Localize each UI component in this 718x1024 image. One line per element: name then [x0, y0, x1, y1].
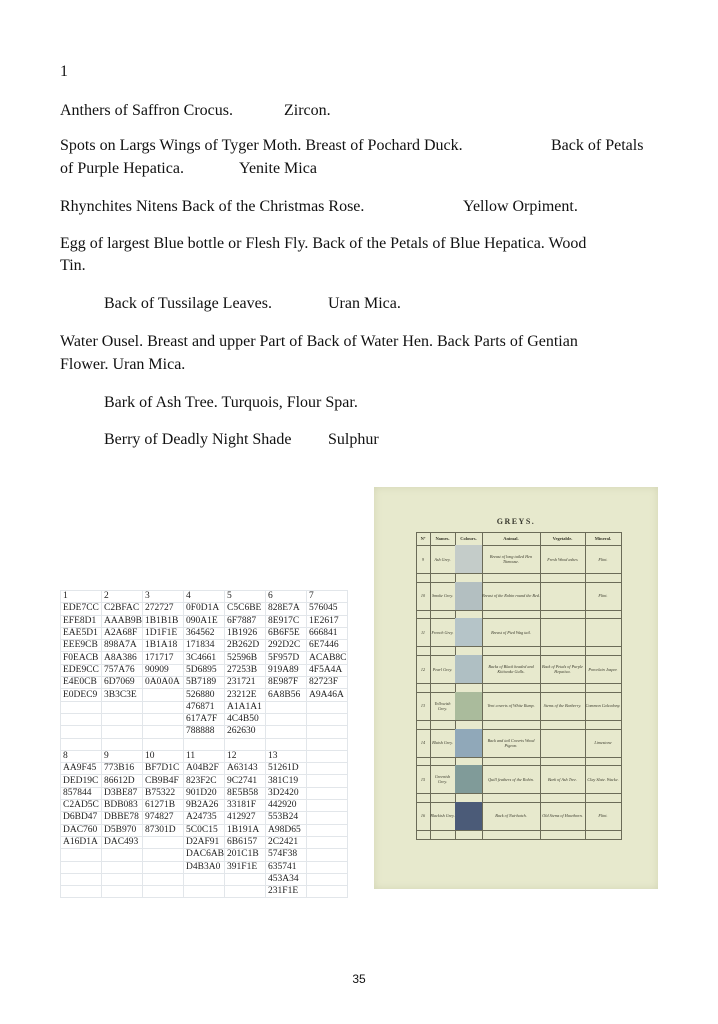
table-cell: [225, 886, 266, 898]
plate-cell-animal: Breast of Pied Wag tail.: [491, 629, 531, 635]
table-cell: [102, 873, 143, 885]
table-cell: 13: [266, 750, 307, 762]
table-cell: 8E917C: [266, 615, 307, 627]
table-cell: 442920: [266, 800, 307, 812]
table-cell: [143, 726, 184, 738]
table-cell: 364562: [184, 627, 225, 639]
table-cell: [225, 873, 266, 885]
plate-cell-mineral: Porcelain Jasper.: [588, 666, 618, 672]
colour-swatch: [455, 655, 482, 683]
table-cell: [102, 861, 143, 873]
table-cell: 6B6157: [225, 836, 266, 848]
table-cell: [307, 763, 348, 775]
plate-cell-vegetable: Old Stems of Hawthorn.: [542, 813, 583, 819]
table-cell: C5C6BE: [225, 603, 266, 615]
plate-cell-animal: Quill feathers of the Robin.: [488, 776, 534, 782]
plate-cell-mineral: Clay Slate. Wacke.: [587, 776, 619, 782]
page-number: 35: [352, 972, 366, 986]
table-cell: [61, 873, 102, 885]
table-cell: [143, 886, 184, 898]
table-cell: 757A76: [102, 664, 143, 676]
table-cell: [143, 849, 184, 861]
table-cell: DAC493: [102, 836, 143, 848]
table-cell: 412927: [225, 812, 266, 824]
table-cell: 171834: [184, 640, 225, 652]
table-cell: [307, 800, 348, 812]
plate-cell-no: 10: [420, 593, 426, 599]
table-cell: 1B1926: [225, 627, 266, 639]
plate-header: Nº: [420, 536, 426, 541]
table-cell: [184, 738, 225, 750]
line-3-mineral: Yellow Orpiment.: [463, 198, 578, 215]
table-cell: 453A34: [266, 873, 307, 885]
table-cell: 553B24: [266, 812, 307, 824]
table-cell: 4C4B50: [225, 713, 266, 725]
table-cell: [143, 689, 184, 701]
table-cell: [307, 787, 348, 799]
table-header-row: [61, 750, 348, 762]
table-cell: [266, 713, 307, 725]
table-cell: D5B970: [102, 824, 143, 836]
table-cell: A24735: [184, 812, 225, 824]
table-cell: 5: [225, 591, 266, 603]
table-cell: EAE5D1: [61, 627, 102, 639]
table-cell: 4F5A4A: [307, 664, 348, 676]
table-cell: 23212E: [225, 689, 266, 701]
table-cell: AAAB9B: [102, 615, 143, 627]
table-cell: BDB083: [102, 800, 143, 812]
table-cell: [61, 849, 102, 861]
hex-color-table: [60, 590, 348, 898]
table-cell: [266, 726, 307, 738]
table-cell: AA9F45: [61, 763, 102, 775]
table-cell: 231721: [225, 677, 266, 689]
colour-swatch: [455, 729, 482, 757]
table-cell: [266, 701, 307, 713]
table-cell: [143, 701, 184, 713]
table-row: [61, 812, 348, 824]
table-cell: [61, 726, 102, 738]
table-cell: 10: [143, 750, 184, 762]
table-cell: C2AD5C: [61, 800, 102, 812]
table-cell: 901D20: [184, 787, 225, 799]
table-cell: [307, 775, 348, 787]
table-cell: DAC760: [61, 824, 102, 836]
table-cell: 2: [102, 591, 143, 603]
table-cell: 1D1F1E: [143, 627, 184, 639]
table-cell: 6E7446: [307, 640, 348, 652]
plate-cell-animal: Vent coverts of White Rump.: [487, 703, 535, 709]
line-5-mineral: Uran Mica.: [328, 295, 401, 312]
table-cell: [102, 886, 143, 898]
plate-cell-vegetable: Fresh Wood ashes: [547, 556, 578, 562]
table-cell: 476871: [184, 701, 225, 713]
line-1-animal: Anthers of Saffron Crocus.: [60, 102, 234, 119]
section-number: 1: [60, 63, 68, 80]
table-cell: [61, 713, 102, 725]
table-cell: A1A1A1: [225, 701, 266, 713]
table-cell: 86612D: [102, 775, 143, 787]
table-cell: EFE8D1: [61, 615, 102, 627]
plate-cell-mineral: Limestone: [594, 740, 612, 745]
table-cell: A98D65: [266, 824, 307, 836]
table-cell: 1B191A: [225, 824, 266, 836]
plate-cell-vegetable: Back of Petals of Purple Hepatica.: [542, 664, 583, 675]
table-row: [61, 640, 348, 652]
table-cell: [61, 701, 102, 713]
plate-header: Colours.: [460, 536, 477, 541]
line-2-vegetable: Back of Petals: [551, 137, 644, 154]
plate-cell-no: 12: [420, 666, 426, 672]
plate-cell-animal: Back of Nut-hatch.: [495, 813, 527, 819]
plate-cell-name: Smoke Grey.: [431, 593, 453, 599]
table-cell: [307, 849, 348, 861]
table-row: [61, 713, 348, 725]
table-cell: [143, 738, 184, 750]
table-cell: [266, 738, 307, 750]
plate-cell-no: 14: [420, 740, 426, 745]
table-cell: 3D2420: [266, 787, 307, 799]
table-cell: 823F2C: [184, 775, 225, 787]
table-cell: [102, 738, 143, 750]
table-cell: 9B2A26: [184, 800, 225, 812]
table-cell: [307, 713, 348, 725]
table-row: [61, 800, 348, 812]
table-row: [61, 615, 348, 627]
table-cell: 6A8B56: [266, 689, 307, 701]
plate-rule: [416, 757, 621, 758]
table-cell: 262630: [225, 726, 266, 738]
table-cell: 6B6F5E: [266, 627, 307, 639]
table-cell: A9A46A: [307, 689, 348, 701]
table-cell: 8E987F: [266, 677, 307, 689]
table-cell: 51261D: [266, 763, 307, 775]
table-cell: 919A89: [266, 664, 307, 676]
plate-cell-name: Yellowish Grey.: [434, 700, 451, 711]
plate-cell-name: French Grey.: [431, 629, 454, 635]
plate-rule: [416, 720, 621, 721]
line-6-cont: Flower. Uran Mica.: [60, 356, 186, 373]
table-cell: EDE7CC: [61, 603, 102, 615]
plate-cell-vegetable: [540, 729, 585, 757]
table-cell: 52596B: [225, 652, 266, 664]
line-8-mineral: Sulphur: [328, 431, 379, 448]
table-row: [61, 627, 348, 639]
table-row: [61, 738, 348, 750]
plate-rule: [416, 646, 621, 647]
plate-rule: [416, 610, 621, 611]
greys-colour-plate: [374, 487, 658, 889]
plate-cell-vegetable: [540, 582, 585, 610]
line-4: Egg of largest Blue bottle or Flesh Fly. Back of the Petals of Blue Hepatica. Wood: [60, 235, 587, 252]
table-cell: 576045: [307, 603, 348, 615]
table-cell: 12: [225, 750, 266, 762]
plate-cell-vegetable: Bark of Ash Tree.: [547, 776, 578, 782]
plate-header: Mineral.: [594, 536, 612, 541]
table-cell: 773B16: [102, 763, 143, 775]
table-cell: [307, 861, 348, 873]
plate-cell-animal: Back and tail Coverts Wood Pigeon.: [487, 737, 535, 748]
line-2-mineral: Yenite Mica: [239, 160, 317, 177]
plate-cell-animal: Breast of the Robin round the Bed.: [482, 593, 540, 599]
table-cell: 8E5B58: [225, 787, 266, 799]
plate-rule: [416, 683, 621, 684]
table-cell: [307, 873, 348, 885]
plate-cell-no: 16: [420, 813, 426, 819]
table-cell: [102, 849, 143, 861]
table-cell: 974827: [143, 812, 184, 824]
line-8-vegetable: Berry of Deadly Night Shade: [104, 431, 292, 448]
plate-rule: [416, 793, 621, 794]
table-cell: 1E2617: [307, 615, 348, 627]
table-cell: EEE9CB: [61, 640, 102, 652]
colour-swatch: [455, 618, 482, 646]
table-cell: 617A7F: [184, 713, 225, 725]
plate-title: GREYS.: [496, 517, 536, 526]
table-cell: 201C1B: [225, 849, 266, 861]
plate-rule: [621, 532, 622, 840]
table-cell: A16D1A: [61, 836, 102, 848]
table-cell: 171717: [143, 652, 184, 664]
plate-cell-mineral: Flint.: [598, 556, 608, 562]
table-cell: DAC6AB: [184, 849, 225, 861]
line-5-vegetable: Back of Tussilage Leaves.: [104, 295, 272, 312]
plate-cell-no: 15: [420, 776, 426, 782]
table-row: [61, 677, 348, 689]
table-cell: A8A386: [102, 652, 143, 664]
table-cell: [307, 824, 348, 836]
table-cell: 3B3C3E: [102, 689, 143, 701]
table-cell: C2BFAC: [102, 603, 143, 615]
table-cell: [307, 886, 348, 898]
table-cell: DED19C: [61, 775, 102, 787]
table-row: [61, 886, 348, 898]
table-cell: 666841: [307, 627, 348, 639]
colour-swatch: [455, 765, 482, 793]
table-cell: [143, 873, 184, 885]
table-cell: [143, 836, 184, 848]
plate-cell-mineral: Flint.: [598, 593, 608, 599]
line-1-mineral: Zircon.: [284, 102, 331, 119]
table-cell: 828E7A: [266, 603, 307, 615]
table-cell: 87301D: [143, 824, 184, 836]
plate-cell-mineral: Flint.: [598, 813, 608, 819]
table-cell: 33181F: [225, 800, 266, 812]
plate-cell-no: 11: [421, 629, 425, 635]
plate-cell-name: Bluish Grey.: [432, 740, 453, 745]
plate-header: Animal.: [503, 536, 519, 541]
table-cell: [143, 861, 184, 873]
table-cell: F0EACB: [61, 652, 102, 664]
table-cell: D4B3A0: [184, 861, 225, 873]
colour-swatch: [455, 582, 482, 610]
table-cell: 11: [184, 750, 225, 762]
table-cell: 857844: [61, 787, 102, 799]
table-row: [61, 824, 348, 836]
plate-cell-name: Blackish Grey.: [430, 813, 455, 819]
table-cell: B75322: [143, 787, 184, 799]
table-cell: 6F7887: [225, 615, 266, 627]
table-cell: 7: [307, 591, 348, 603]
table-cell: E0DEC9: [61, 689, 102, 701]
table-cell: 574F38: [266, 849, 307, 861]
line-6: Water Ousel. Breast and upper Part of Back of Water Hen. Back Parts of Gentian: [60, 333, 578, 350]
table-cell: A04B2F: [184, 763, 225, 775]
table-cell: A63143: [225, 763, 266, 775]
table-cell: E4E0CB: [61, 677, 102, 689]
table-cell: D2AF91: [184, 836, 225, 848]
table-cell: [307, 701, 348, 713]
table-cell: [184, 886, 225, 898]
table-cell: [307, 750, 348, 762]
table-cell: [143, 713, 184, 725]
plate-header: Vegetable.: [552, 536, 573, 541]
table-cell: A2A68F: [102, 627, 143, 639]
table-cell: ACAB8C: [307, 652, 348, 664]
table-row: [61, 873, 348, 885]
plate-cell-mineral: [585, 618, 621, 646]
table-row: [61, 664, 348, 676]
plate-cell-no: 9: [421, 556, 425, 562]
line-3-animal-vegetable: Rhynchites Nitens Back of the Christmas Rose.: [60, 198, 365, 215]
table-cell: 898A7A: [102, 640, 143, 652]
plate-cell-no: 13: [420, 703, 426, 709]
table-cell: 8: [61, 750, 102, 762]
table-cell: 391F1E: [225, 861, 266, 873]
table-cell: 5D6895: [184, 664, 225, 676]
line-2-animal: Spots on Largs Wings of Tyger Moth. Breast of Pochard Duck.: [60, 137, 463, 154]
table-cell: 635741: [266, 861, 307, 873]
table-cell: 0F0D1A: [184, 603, 225, 615]
plate-cell-name: Pearl Grey.: [432, 666, 453, 672]
table-cell: CB9B4F: [143, 775, 184, 787]
table-cell: 1: [61, 591, 102, 603]
table-cell: [307, 836, 348, 848]
table-cell: 4: [184, 591, 225, 603]
plate-cell-animal: Breast of long tailed Hen Titmouse.: [489, 554, 533, 564]
table-cell: [225, 738, 266, 750]
table-cell: EDE9CC: [61, 664, 102, 676]
table-cell: [102, 713, 143, 725]
plate-rule: [416, 830, 621, 831]
table-cell: D3BE87: [102, 787, 143, 799]
plate-cell-animal: Backs of Black headed and Kittiwake Gulls.: [488, 664, 534, 675]
table-cell: 9: [102, 750, 143, 762]
plate-cell-vegetable: [540, 618, 585, 646]
colour-swatch: [455, 802, 482, 830]
table-cell: 3C4661: [184, 652, 225, 664]
table-cell: 2B262D: [225, 640, 266, 652]
table-cell: [61, 886, 102, 898]
table-cell: 272727: [143, 603, 184, 615]
table-cell: 1B1B1B: [143, 615, 184, 627]
line-7: Bark of Ash Tree. Turquois, Flour Spar.: [104, 394, 358, 411]
table-cell: [307, 726, 348, 738]
table-cell: 90909: [143, 664, 184, 676]
table-cell: 292D2C: [266, 640, 307, 652]
table-row: [61, 775, 348, 787]
table-cell: 2C2421: [266, 836, 307, 848]
table-cell: 5B7189: [184, 677, 225, 689]
table-cell: [184, 873, 225, 885]
table-cell: 27253B: [225, 664, 266, 676]
table-cell: 5C0C15: [184, 824, 225, 836]
table-row: [61, 652, 348, 664]
table-cell: 9C2741: [225, 775, 266, 787]
table-cell: 526880: [184, 689, 225, 701]
table-cell: 6: [266, 591, 307, 603]
table-row: [61, 849, 348, 861]
colour-swatch: [455, 692, 482, 720]
table-row: [61, 603, 348, 615]
table-cell: 82723F: [307, 677, 348, 689]
table-cell: 090A1E: [184, 615, 225, 627]
table-cell: 3: [143, 591, 184, 603]
table-cell: [61, 738, 102, 750]
line-2-vegetable-cont: of Purple Hepatica.: [60, 160, 184, 177]
table-cell: 5F957D: [266, 652, 307, 664]
plate-cell-name: Greenish Grey.: [434, 774, 451, 785]
plate-cell-mineral: Common Calcedony.: [585, 703, 621, 709]
table-cell: [307, 812, 348, 824]
table-cell: 0A0A0A: [143, 677, 184, 689]
table-cell: BF7D1C: [143, 763, 184, 775]
table-cell: 61271B: [143, 800, 184, 812]
plate-rule: [416, 839, 621, 840]
table-header-row: [61, 591, 348, 603]
table-cell: D6BD47: [61, 812, 102, 824]
plate-rule: [416, 573, 621, 574]
table-row: [61, 726, 348, 738]
table-cell: [102, 701, 143, 713]
table-cell: 381C19: [266, 775, 307, 787]
table-cell: [307, 738, 348, 750]
table-cell: 788888: [184, 726, 225, 738]
table-cell: [61, 861, 102, 873]
table-row: [61, 861, 348, 873]
table-cell: 231F1E: [266, 886, 307, 898]
table-row: [61, 787, 348, 799]
table-row: [61, 701, 348, 713]
table-row: [61, 689, 348, 701]
plate-cell-name: Ash Grey.: [434, 556, 451, 562]
table-cell: DBBE78: [102, 812, 143, 824]
line-4-cont: Tin.: [60, 257, 86, 274]
table-row: [61, 763, 348, 775]
table-cell: 1B1A18: [143, 640, 184, 652]
table-cell: 6D7069: [102, 677, 143, 689]
plate-header: Names.: [435, 536, 450, 541]
plate-cell-vegetable: Stems of the Barberry.: [543, 703, 582, 709]
colour-swatch: [455, 545, 482, 573]
table-row: [61, 836, 348, 848]
table-cell: [102, 726, 143, 738]
